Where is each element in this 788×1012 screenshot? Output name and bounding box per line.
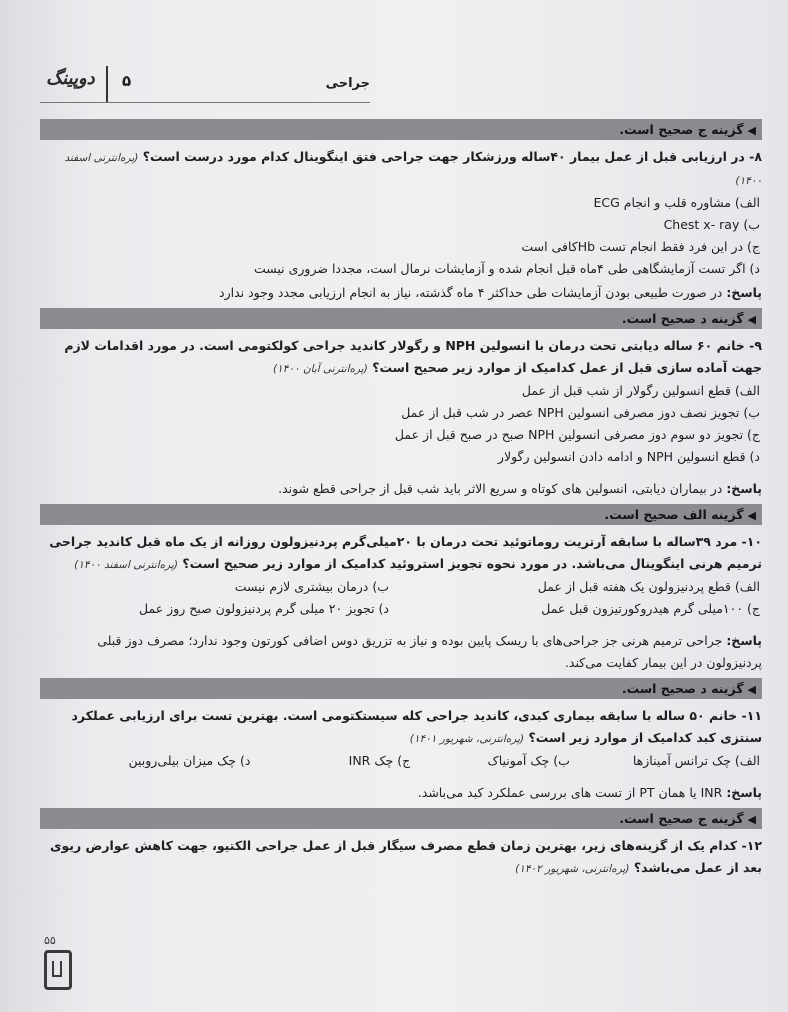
option: ب) درمان بیشتری لازم نیست	[234, 579, 389, 594]
option: الف) مشاوره قلب و انجام ECG	[593, 195, 760, 210]
question-source: (پره‌انترنی آبان ۱۴۰۰)	[272, 363, 368, 375]
brand-logo: دوپینگ	[46, 68, 95, 89]
answer-label: پاسخ:	[726, 785, 762, 800]
page-number: ۵	[122, 72, 132, 90]
answer-bar	[40, 808, 762, 829]
triangle-icon: ◀	[747, 683, 756, 696]
answer-bar	[40, 308, 762, 329]
triangle-icon: ◀	[747, 313, 756, 326]
answer-bar-text: گزینه د صحیح است.	[621, 681, 744, 696]
option: ج) چک INR	[348, 753, 411, 768]
option: ج) در این فرد فقط انجام تست Hbکافی است	[521, 239, 760, 254]
answer-explanation	[40, 478, 762, 500]
answer-explanation	[40, 782, 762, 804]
option: الف) چک ترانس آمینازها	[632, 753, 760, 768]
header-rule	[40, 102, 370, 103]
question-text: ۱۱- خانم ۵۰ ساله با سابقه بیماری کبدی، کاندید جراحی کله سیستکتومی است. بهترین تست برای ارزیابی عملکرد سنتزی کبد کدامیک از موارد زیر است؟	[71, 708, 762, 745]
question-text: ۱۰- مرد ۳۹ساله با سابقه آرتریت روماتوئید تحت درمان با ۲۰میلی‌گرم پردنیزولون روزانه از یک ماه قبل کاندید جراحی ترمیم هرنی اینگوینال می‌باشد. در مورد نحوه تجویز استروئید کدامیک از موارد زیر صحیح است؟	[49, 534, 762, 571]
triangle-icon: ◀	[747, 124, 756, 137]
question-source: (پره‌انترنی، شهریور ۱۴۰۲)	[515, 863, 630, 875]
question-text: ۱۲- کدام یک از گزینه‌های زیر، بهترین زمان قطع مصرف سیگار قبل از عمل جراحی الکتیو، جهت کاهش عوارض ریوی بعد از عمل می‌باشد؟	[50, 838, 762, 875]
question-12	[40, 835, 762, 880]
option: الف) قطع انسولین رگولار از شب قبل از عمل	[521, 383, 760, 398]
answer-label: پاسخ:	[726, 633, 762, 648]
option: د) چک میزان بیلی‌روبین	[128, 753, 251, 768]
answer-bar	[40, 119, 762, 140]
question-source: (پره‌انترنی اسفند ۱۴۰۰)	[74, 559, 178, 571]
footer-mark: ۵۵	[44, 934, 56, 947]
answer-bar	[40, 504, 762, 525]
answer-bar	[40, 678, 762, 699]
answer-explanation	[40, 282, 762, 304]
option: د) تجویز ۲۰ میلی گرم پردنیزولون صبح روز عمل	[139, 601, 389, 616]
question-text: ۸- در ارزیابی قبل از عمل بیمار ۴۰ساله ورزشکار جهت جراحی فتق اینگوینال کدام مورد درست است؟	[142, 149, 762, 164]
book-icon	[44, 950, 72, 990]
answer-bar-text: گزینه ج صحیح است.	[619, 122, 744, 137]
answer-explanation	[40, 630, 762, 674]
answer-bar-text: گزینه د صحیح است.	[621, 311, 744, 326]
option: ب) تجویز نصف دوز مصرفی انسولین NPH عصر در شب قبل از عمل	[401, 405, 760, 420]
answer-label: پاسخ:	[726, 285, 762, 300]
answer-text: در صورت طبیعی بودن آزمایشات طی حداکثر ۴ ماه گذشته، نیاز به انجام ارزیابی مجدد وجود ندارد	[219, 285, 723, 300]
option: د) اگر تست آزمایشگاهی طی ۴ماه قبل انجام شده و آزمایشات نرمال است، مجددا ضروری نیست	[253, 261, 760, 276]
triangle-icon: ◀	[747, 509, 756, 522]
question-source: (پره‌انترنی اسفند ۱۴۰۰)	[64, 152, 762, 187]
answer-bar-text: گزینه ج صحیح است.	[619, 811, 744, 826]
header-divider	[106, 66, 108, 102]
page-header	[40, 66, 770, 106]
option: ج) تجویز دو سوم دوز مصرفی انسولین NPH صبح در صبح قبل از عمل	[394, 427, 760, 442]
answer-bar-text: گزینه الف صحیح است.	[604, 507, 744, 522]
option: ب) چک آمونیاک	[487, 753, 570, 768]
question-9	[40, 335, 762, 380]
answer-text: در بیماران دیابتی، انسولین های کوتاه و سریع الاثر باید شب قبل از جراحی قطع شوند.	[278, 481, 723, 496]
option: ب) Chest x- ray	[663, 217, 760, 232]
question-10	[40, 531, 762, 576]
option: د) قطع انسولین NPH و ادامه دادن انسولین رگولار	[497, 449, 760, 464]
options-grid	[40, 750, 762, 772]
question-source: (پره‌انترنی، شهریور ۱۴۰۱)	[409, 733, 525, 745]
question-text: ۹- خانم ۶۰ ساله دیابتی تحت درمان با انسولین NPH و رگولار کاندید جراحی کولکتومی است. در مورد اقدامات لازم جهت آماده سازی قبل از عمل کدامیک از موارد زیر صحیح است؟	[64, 338, 762, 375]
options-grid	[40, 576, 762, 620]
option: ج) ۱۰۰میلی گرم هیدروکورتیزون قبل عمل	[541, 601, 760, 616]
page-content	[40, 115, 762, 880]
answer-text: INR یا همان PT از تست های بررسی عملکرد کبد می‌باشد.	[417, 785, 723, 800]
answer-text: جراحی ترمیم هرنی جز جراحی‌های با ریسک پایین بوده و نیاز به تزریق دوس اضافی کورتون وجود ندارد؛ مصرف دوز قبلی پردنیزولون در این بیمار کفایت می‌کند.	[97, 633, 762, 670]
question-8	[40, 146, 762, 192]
option: الف) قطع پردنیزولون یک هفته قبل از عمل	[537, 579, 760, 594]
section-title: جراحی	[325, 76, 370, 91]
question-11	[40, 705, 762, 750]
answer-label: پاسخ:	[726, 481, 762, 496]
triangle-icon: ◀	[747, 813, 756, 826]
